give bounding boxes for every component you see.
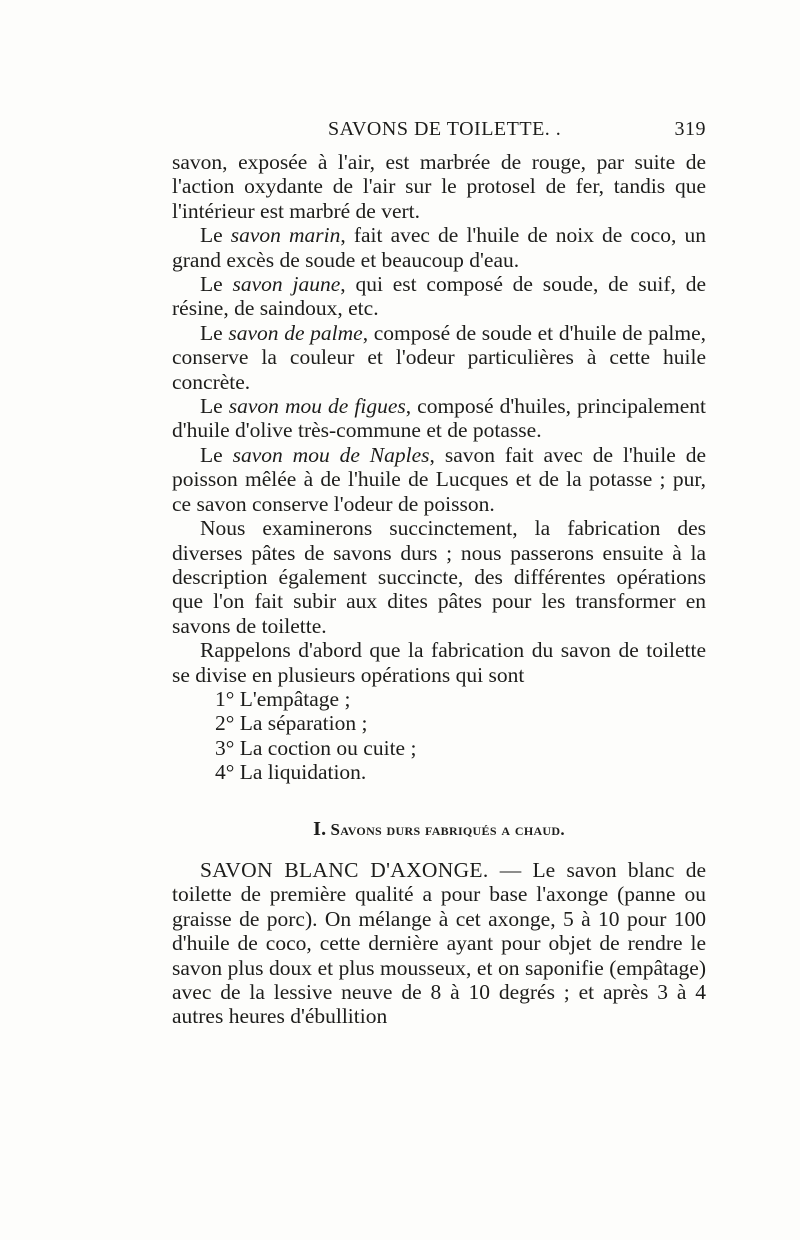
section-body [172, 858, 706, 1029]
paragraph-examination: Nous examinerons succinctement, la fabrication des diverses pâtes de savons durs ; nous passerons ensuite à la description également succincte, des différentes opérations que l'on fait subir aux dites pâtes pour les transformer en savons de toilette. [172, 516, 706, 638]
italic-term: savon mou de figues [228, 394, 406, 419]
section-heading [172, 818, 706, 841]
list-item: 4° La liquidation. [215, 760, 367, 785]
paragraph-lead-caps: SAVON BLANC D'AXONGE. [200, 858, 489, 882]
paragraph-lead: Le [200, 394, 229, 419]
paragraph-operations-intro: Rappelons d'abord que la fabrication du savon de toilette se divise en plusieurs opérations qui sont [172, 638, 706, 687]
paragraph-text: , qui est composé de soude, de suif, de résine, de saindoux, etc. [172, 272, 706, 321]
paragraph-continuation: savon, exposée à l'air, est marbrée de rouge, par suite de l'action oxydante de l'air sur le protosel de fer, tandis que l'intérieur est marbré de vert. [172, 150, 706, 223]
section-title: Savons durs fabriqués a chaud. [330, 820, 565, 839]
paragraph-lead: Le [200, 272, 233, 297]
list-item: 1° L'empâtage ; [215, 686, 351, 711]
list-item: 2° La séparation ; [215, 711, 368, 736]
paragraph-lead: Le [200, 442, 233, 467]
paragraph-text: — Le savon blanc de toilette de première qualité a pour base l'axonge (panne ou graisse de porc). On mélange à cet axonge, 5 à 10 pour 100 d'huile de coco, cette dernière ayant pour objet de rendre le savon plus doux et plus mousseux, et on saponifie (empâtage) avec de la lessive neuve de 8 à 10 degrés ; et après 3 à 4 autres heures d'ébullition [172, 858, 706, 1029]
paragraph-lead: Le [200, 320, 229, 345]
paragraph-savon-marin [172, 223, 706, 272]
paragraph-savon-jaune [172, 272, 706, 321]
paragraph-savon-mou-de-figues [172, 394, 706, 443]
paragraph-text: , composé d'huiles, principalement d'huile d'olive très-commune et de potasse. [172, 394, 706, 443]
paragraph-savon-mou-de-naples [172, 443, 706, 516]
section-number: I. [313, 818, 327, 840]
italic-term: savon de palme [228, 320, 363, 345]
list-item: 3° La coction ou cuite ; [215, 735, 417, 760]
paragraph-savon-blanc [172, 858, 706, 1029]
page-body [172, 150, 706, 785]
paragraph-text: , fait avec de l'huile de noix de coco, un grand excès de soude et beaucoup d'eau. [172, 223, 706, 272]
italic-term: savon mou de Naples [232, 442, 430, 467]
running-title: SAVONS DE TOILETTE. . [328, 118, 562, 140]
page-number: 319 [674, 118, 706, 140]
italic-term: savon marin [230, 223, 341, 248]
paragraph-text: , composé de soude et d'huile de palme, conserve la couleur et l'odeur particulières à cette huile concrète. [172, 320, 706, 394]
paragraph-savon-de-palme [172, 321, 706, 394]
paragraph-text: , savon fait avec de l'huile de poisson mêlée à de l'huile de Lucques et de la potasse ; pur, ce savon conserve l'odeur de poisson. [172, 442, 707, 516]
page-header [170, 118, 706, 146]
paragraph-lead: Le [200, 223, 231, 248]
operations-list [172, 687, 706, 785]
italic-term: savon jaune [232, 272, 341, 297]
